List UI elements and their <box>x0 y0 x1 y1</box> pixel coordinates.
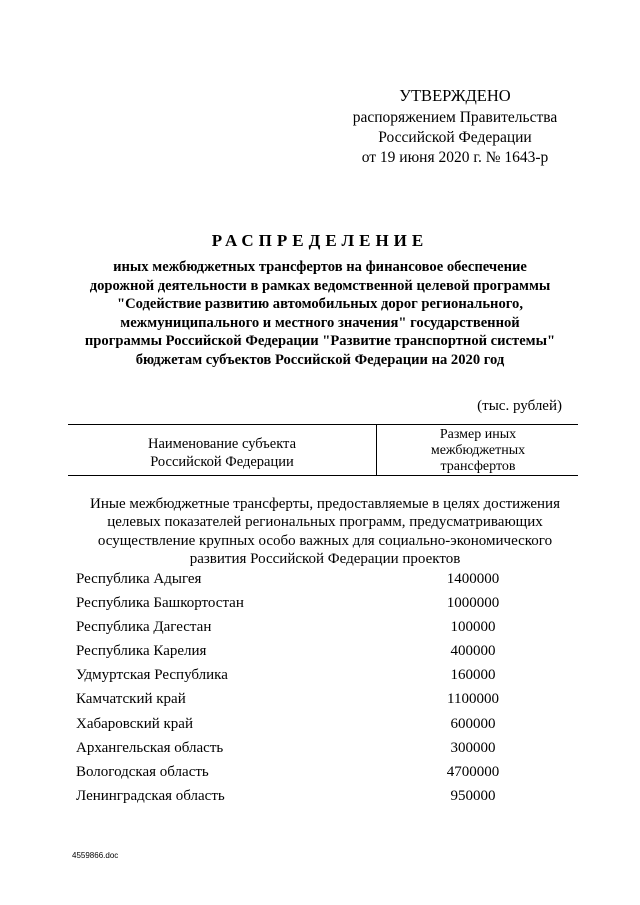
table-header <box>68 424 578 476</box>
subtitle-line: программы Российской Федерации "Развитие транспортной системы" <box>84 333 556 349</box>
section-line: осуществление крупных особо важных для социально-экономического <box>97 532 553 549</box>
region-name: Ленинградская область <box>76 787 225 804</box>
data-table <box>76 570 536 811</box>
transfer-amount: 600000 <box>450 715 496 732</box>
table-row <box>76 715 536 739</box>
header-line: Наименование субъекта <box>147 436 297 452</box>
region-name: Республика Адыгея <box>76 571 202 587</box>
region-name: Удмуртская Республика <box>76 667 228 684</box>
transfer-amount: 400000 <box>450 643 496 660</box>
table-row <box>76 690 536 714</box>
table-row <box>76 594 536 618</box>
region-name: Республика Карелия <box>76 643 207 660</box>
region-name: Архангельская область <box>76 739 224 756</box>
approval-stamp <box>330 86 580 168</box>
column-header-amount <box>380 427 576 475</box>
transfer-amount: 160000 <box>450 667 496 684</box>
subtitle-line: межмуниципального и местного значения" государственной <box>120 314 520 331</box>
file-name-footer: 4559866.doc <box>72 851 119 860</box>
header-line: межбюджетных <box>430 443 526 458</box>
table-row <box>76 787 536 811</box>
column-divider <box>376 425 377 475</box>
header-line: Российской Федерации <box>150 454 294 470</box>
transfer-amount: 1000000 <box>446 595 500 612</box>
table-row <box>76 642 536 666</box>
section-title <box>60 495 590 568</box>
document-subtitle <box>60 258 580 369</box>
header-line: Размер иных <box>439 427 517 442</box>
region-name: Республика Башкортостан <box>76 595 244 612</box>
approval-heading: УТВЕРЖДЕНО <box>399 86 511 105</box>
table-row <box>76 570 536 594</box>
subtitle-line: иных межбюджетных трансфертов на финансовое обеспечение <box>113 259 527 275</box>
table-row <box>76 618 536 642</box>
units-label: (тыс. рублей) <box>477 398 562 414</box>
section-line: развития Российской Федерации проектов <box>189 550 461 567</box>
header-line: трансфертов <box>440 459 516 474</box>
transfer-amount: 100000 <box>450 619 496 636</box>
transfer-amount: 300000 <box>450 739 496 756</box>
section-line: Иные межбюджетные трансферты, предоставляемые в целях достижения <box>90 496 560 512</box>
region-name: Хабаровский край <box>76 715 193 732</box>
table-row <box>76 763 536 787</box>
transfer-amount: 4700000 <box>446 763 500 780</box>
transfer-amount: 1100000 <box>447 691 499 708</box>
transfer-amount: 950000 <box>450 787 496 804</box>
transfer-amount: 1400000 <box>446 571 500 587</box>
region-name: Камчатский край <box>76 691 186 708</box>
section-line: целевых показателей региональных программ, предусматривающих <box>107 514 543 531</box>
approval-line: распоряжением Правительства <box>352 109 558 126</box>
approval-line: от 19 июня 2020 г. № 1643-р <box>361 149 549 166</box>
document-title: РАСПРЕДЕЛЕНИЕ <box>211 231 429 250</box>
subtitle-line: дорожной деятельности в рамках ведомственной целевой программы <box>89 277 551 294</box>
table-row <box>76 739 536 763</box>
region-name: Вологодская область <box>76 763 209 780</box>
region-name: Республика Дагестан <box>76 619 212 636</box>
column-header-name <box>68 435 376 471</box>
subtitle-line: "Содействие развитию автомобильных дорог регионального, <box>117 296 523 312</box>
approval-line: Российской Федерации <box>378 129 532 146</box>
table-row <box>76 666 536 690</box>
subtitle-line: бюджетам субъектов Российской Федерации на 2020 год <box>135 351 505 368</box>
